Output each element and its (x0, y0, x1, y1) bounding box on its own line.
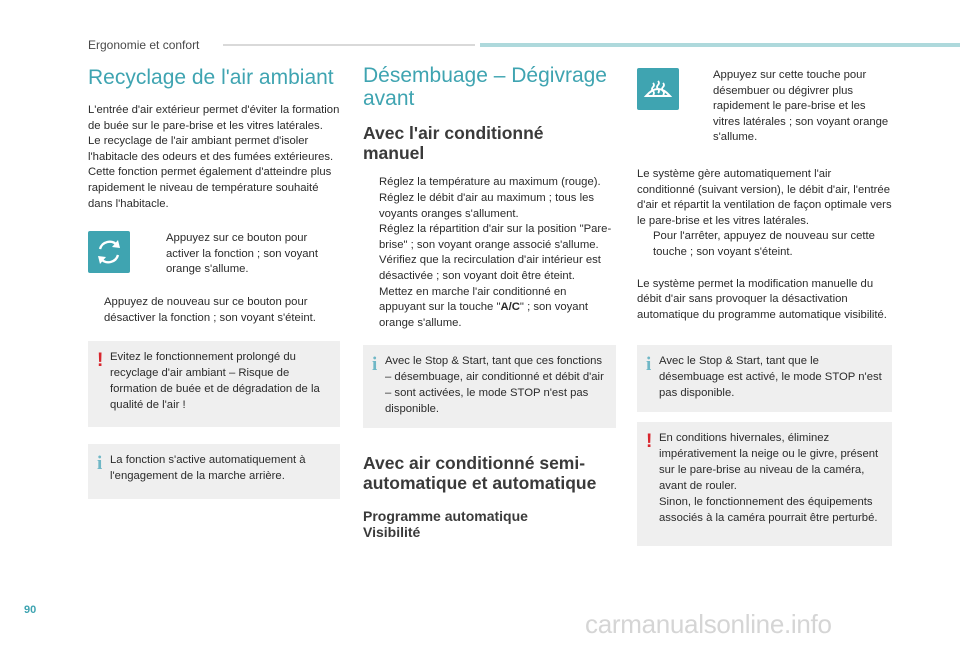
note-text: Sinon, le fonctionnement des équipements associés à la caméra pourrait être perturbé. (659, 496, 878, 525)
column-recyclage (88, 62, 340, 499)
note-text: Avec le Stop & Start, tant que ces fonctions – désembuage, air conditionné et débit d'air – sont activées, le mode STOP n'est pas disponible. (385, 355, 604, 416)
list-item: Réglez le débit d'air au maximum ; tous les voyants oranges s'allument. (379, 191, 595, 220)
recirculation-instruction (88, 231, 340, 278)
note-text: Evitez le fonctionnement prolongé du recyclage d'air ambiant – Risque de formation de buée et de dégradation de la qualité de l'air ! (110, 351, 320, 412)
warning-icon: ! (97, 350, 104, 372)
section-header: Ergonomie et confort (88, 38, 200, 52)
page-number: 90 (24, 604, 37, 616)
info-icon: i (646, 354, 652, 376)
section-title-desembuage: Désembuage – Dégivrage avant (363, 64, 607, 111)
list-item: Appuyez sur cette touche pour désembuer ou dégivrer plus rapidement le pare-brise et les vitres latérales ; son voyant orange s'allume. (713, 69, 889, 144)
list-item: Appuyez de nouveau sur ce bouton pour désactiver la fonction ; son voyant s'éteint. (104, 296, 316, 324)
note-text: La fonction s'active automatiquement à l'engagement de la marche arrière. (110, 454, 306, 483)
section-title-recyclage: Recyclage de l'air ambiant (88, 66, 334, 89)
info-note (637, 345, 892, 412)
list-item: Réglez la répartition d'air sur la position "Pare-brise" ; son voyant orange associé s'allume. (379, 223, 612, 251)
subtitle-auto-visibility: Programme automatique Visibilité (363, 507, 528, 540)
paragraph: Le système permet la modification manuelle du débit d'air sans provoquer la désactivation automatique du programme automatique visibilité. (637, 277, 887, 321)
watermark: carmanualsonline.info (585, 609, 832, 639)
warning-note (637, 422, 892, 546)
warning-note (88, 341, 340, 427)
header-accent-bar (480, 43, 960, 47)
warning-icon: ! (646, 431, 653, 453)
note-text: Avec le Stop & Start, tant que le désembuage est activé, le mode STOP n'est pas disponible. (659, 355, 882, 400)
front-defrost-icon (637, 68, 679, 110)
header-divider (223, 44, 475, 46)
paragraph: Le système gère automatiquement l'air conditionné (suivant version), le débit d'air, l'entrée d'air et répartit la ventilation de façon optimale vers le pare-brise et les vitres latérales. (637, 167, 892, 227)
list-item: Réglez la température au maximum (rouge). (379, 176, 601, 189)
list-item: Mettez en marche l'air conditionné en appuyant sur la touche "A/C" ; son voyant orange s'allume. (379, 285, 588, 329)
subtitle-semi-auto-ac: Avec air conditionné semi-automatique et automatique (363, 453, 597, 493)
recirculation-icon (88, 231, 130, 273)
paragraph: Cette fonction permet également d'atteindre plus rapidement le niveau de température souhaité dans l'habitacle. (88, 166, 332, 210)
list-item: Vérifiez que la recirculation d'air intérieur est désactivée ; son voyant doit être éteint. (379, 254, 601, 282)
subtitle-manual-ac: Avec l'air conditionné manuel (363, 123, 544, 163)
list-item: Appuyez sur ce bouton pour activer la fonction ; son voyant orange s'allume. (166, 232, 318, 276)
paragraph: L'entrée d'air extérieur permet d'éviter la formation de buée sur le pare-brise et les vitres latérales. (88, 104, 340, 132)
column-visibilite (637, 68, 892, 546)
info-note (88, 444, 340, 499)
ac-key-label: A/C (500, 301, 520, 314)
column-desembuage (363, 62, 616, 540)
defrost-instruction (637, 68, 892, 146)
info-icon: i (97, 453, 103, 475)
note-text: En conditions hivernales, éliminez impérativement la neige ou le givre, présent sur le pare-brise au niveau de la caméra, avant de rouler. (659, 432, 879, 493)
info-note (363, 345, 616, 428)
info-icon: i (372, 354, 378, 376)
list-item: Pour l'arrêter, appuyez de nouveau sur cette touche ; son voyant s'éteint. (653, 230, 875, 258)
paragraph: Le recyclage de l'air ambiant permet d'isoler l'habitacle des odeurs et des fumées extérieures. (88, 135, 334, 163)
